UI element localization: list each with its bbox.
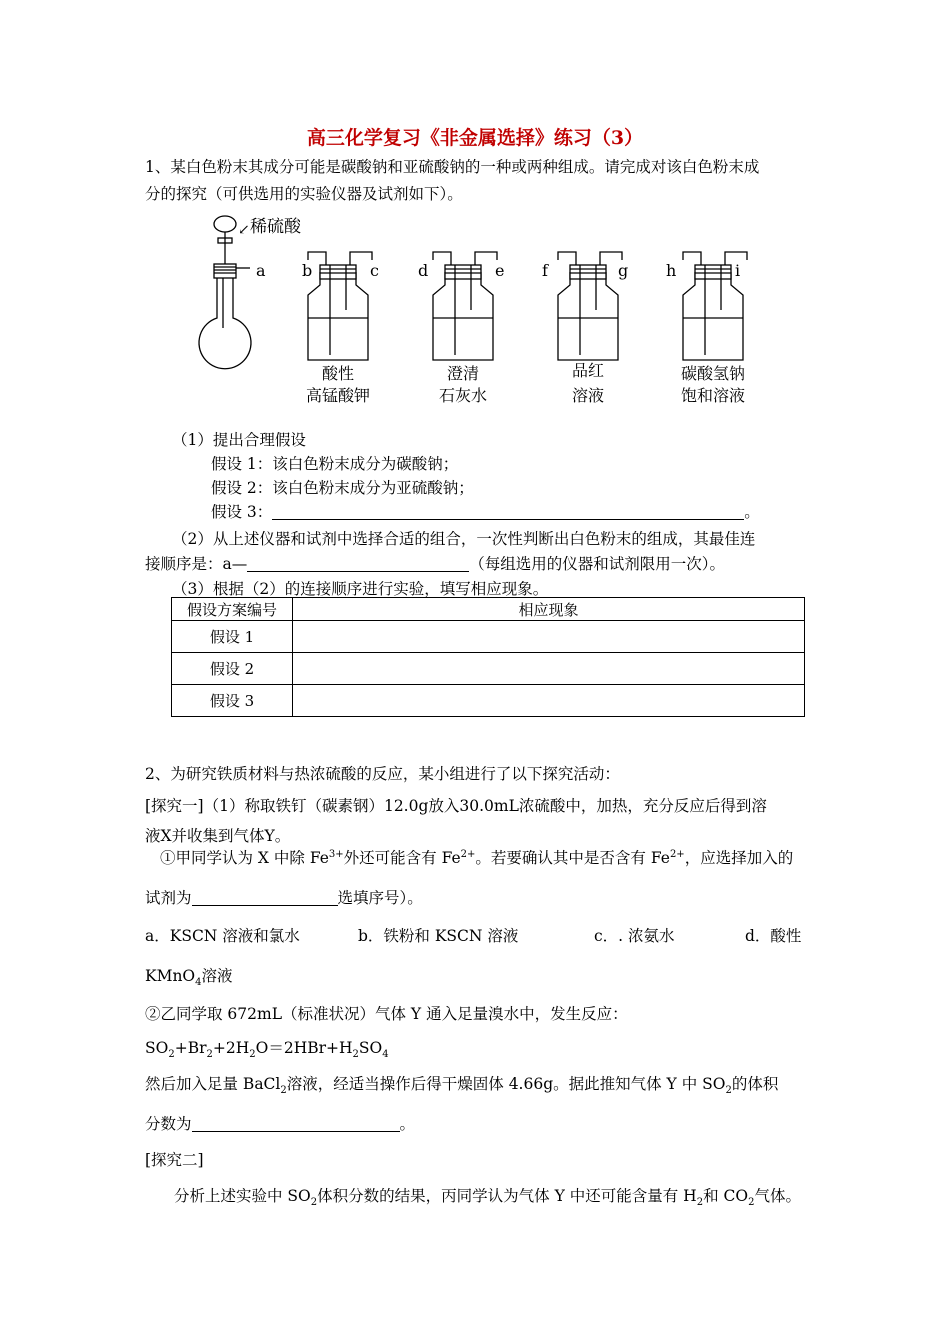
option-a: a．KSCN 溶液和氯水 <box>145 927 300 945</box>
subscript-2: 2 <box>310 1197 318 1209</box>
q2-explore2: [探究二] <box>145 1151 204 1169</box>
letter-i: i <box>735 261 741 280</box>
header-col2: 相应现象 <box>293 598 805 621</box>
acid-label: 稀硫酸 <box>250 217 301 237</box>
q2-bacl-line <box>145 1072 778 1096</box>
circle1-text-a: ①甲同学认为 X 中除 Fe <box>160 849 329 867</box>
letter-b: b <box>302 261 313 280</box>
bottle2-label-line1: 澄清 <box>446 364 480 383</box>
hypothesis3-prefix: 假设 3： <box>211 503 273 521</box>
q2-reagent-line <box>145 886 423 908</box>
q2-intro: 2、为研究铁质材料与热浓硫酸的反应，某小组进行了以下探究活动： <box>145 765 620 783</box>
subscript-2: 2 <box>352 1049 359 1061</box>
q1-intro-line2: 分的探究（可供选用的实验仪器及试剂如下）。 <box>145 185 463 203</box>
row-label: 假设 2 <box>172 653 293 685</box>
letter-e: e <box>495 261 505 280</box>
option-c: c．. 浓氨水 <box>594 927 675 945</box>
analysis-text-a: 分析上述实验中 SO <box>174 1187 311 1205</box>
superscript-3plus: 3+ <box>328 848 344 860</box>
superscript-2plus: 2+ <box>460 848 476 860</box>
option-d: d．酸性 <box>745 927 802 945</box>
eq-br: +Br <box>174 1039 207 1057</box>
q1-hypothesis1: 假设 1：该白色粉末成分为碳酸钠； <box>211 455 459 473</box>
circle1-text-b: 外还可能含有 Fe <box>343 849 461 867</box>
subscript-4: 4 <box>195 977 202 989</box>
q2-circle2: ②乙同学取 672mL（标准状况）气体 Y 通入足量溴水中，发生反应： <box>145 1005 628 1023</box>
row-label: 假设 1 <box>172 621 293 653</box>
table-row <box>172 685 805 717</box>
bacl-text-a: 然后加入足量 BaCl <box>145 1075 281 1093</box>
bottle3-label-line2: 溶液 <box>571 386 605 405</box>
fraction-suffix: 。 <box>399 1115 416 1133</box>
page-title: 高三化学复习《非金属选择》练习（3） <box>306 127 644 149</box>
bottle4-label-line2: 饱和溶液 <box>680 386 746 405</box>
q2-explore1-line1: [探究一]（1）称取铁钉（碳素钢）12.0g放入30.0mL浓硫酸中，加热，充分反应后得到溶 <box>145 797 767 815</box>
analysis-text-c: 和 CO <box>703 1187 749 1205</box>
analysis-text-d: 气体。 <box>754 1187 801 1205</box>
reagent-suffix: 选填序号）。 <box>337 889 423 907</box>
table-row <box>172 621 805 653</box>
hypothesis-table <box>171 597 805 717</box>
arrow-icon: ↙ <box>238 222 250 238</box>
option-d-continued <box>145 964 233 988</box>
eq-2h: +2H <box>212 1039 250 1057</box>
reaction-equation <box>145 1036 389 1060</box>
flask-with-funnel <box>199 216 251 369</box>
q2-analysis <box>174 1184 801 1208</box>
q1-hypothesis3 <box>211 500 760 522</box>
phenomenon-cell[interactable] <box>293 653 805 685</box>
q1-part1-title: （1）提出合理假设 <box>172 431 306 449</box>
bottle1-label-line1: 酸性 <box>321 364 355 383</box>
subscript-2: 2 <box>725 1085 732 1097</box>
q2-circle1 <box>160 846 793 868</box>
apparatus-diagram <box>190 210 790 410</box>
letter-g: g <box>618 261 629 280</box>
phenomenon-cell[interactable] <box>293 685 805 717</box>
eq-o: O＝2HBr+H <box>255 1039 353 1057</box>
connection-order-blank[interactable] <box>247 555 469 572</box>
subscript-2: 2 <box>168 1049 175 1061</box>
phenomenon-cell[interactable] <box>293 621 805 653</box>
fraction-blank[interactable] <box>192 1115 400 1132</box>
q1-part3-title: （3）根据（2）的连接顺序进行实验，填写相应现象。 <box>172 580 549 598</box>
bottle2-label-line2: 石灰水 <box>438 386 488 405</box>
subscript-4: 4 <box>382 1049 389 1061</box>
option-d2-text-a: KMnO <box>145 967 196 985</box>
analysis-text-b: 体积分数的结果，丙同学认为气体 Y 中还可能含量有 H <box>317 1187 697 1205</box>
hypothesis3-suffix: 。 <box>744 503 760 521</box>
subscript-2: 2 <box>280 1085 287 1097</box>
bacl-text-c: 的体积 <box>731 1075 779 1093</box>
bottle1-label-line2: 高锰酸钾 <box>305 386 371 405</box>
bacl-text-b: 溶液，经适当操作后得干燥固体 4.66g。据此推知气体 Y 中 SO <box>286 1075 726 1093</box>
subscript-2: 2 <box>206 1049 213 1061</box>
table-header-row <box>172 598 805 621</box>
letter-a: a <box>256 261 266 280</box>
letter-d: d <box>418 261 429 280</box>
circle1-text-d: ，应选择加入的 <box>684 849 794 867</box>
letter-h: h <box>666 261 677 280</box>
reagent-prefix: 试剂为 <box>145 889 192 907</box>
circle1-text-c: 。若要确认其中是否含有 Fe <box>475 849 670 867</box>
subscript-2: 2 <box>696 1197 704 1209</box>
letter-c: c <box>370 261 379 280</box>
q2-explore1-line2: 液X并收集到气体Y。 <box>145 827 291 845</box>
bottle3-label-line1: 品红 <box>571 361 605 380</box>
letter-f: f <box>542 261 548 280</box>
q1-hypothesis2: 假设 2：该白色粉末成分为亚硫酸钠； <box>211 479 474 497</box>
eq-so: SO <box>145 1039 169 1057</box>
part2-prefix: 接顺序是：a— <box>145 555 248 573</box>
table-row <box>172 653 805 685</box>
q1-intro-line1: 1、某白色粉末其成分可能是碳酸钠和亚硫酸钠的一种或两种组成。请完成对该白色粉末成 <box>145 158 760 176</box>
row-label: 假设 3 <box>172 685 293 717</box>
header-col1: 假设方案编号 <box>172 598 293 621</box>
option-d2-text-b: 溶液 <box>201 967 233 985</box>
fraction-prefix: 分数为 <box>145 1115 192 1133</box>
reagent-blank[interactable] <box>192 889 338 906</box>
q2-fraction-line <box>145 1112 415 1134</box>
eq-so4: SO <box>358 1039 383 1057</box>
bottle4-label-line1: 碳酸氢钠 <box>680 364 746 383</box>
superscript-2plus: 2+ <box>669 848 685 860</box>
subscript-2: 2 <box>249 1049 256 1061</box>
subscript-2: 2 <box>748 1197 755 1209</box>
q1-part2-line1: （2）从上述仪器和试剂中选择合适的组合，一次性判断出白色粉末的组成，其最佳连 <box>172 530 756 548</box>
q1-part2-line2 <box>145 552 725 574</box>
option-b: b．铁粉和 KSCN 溶液 <box>358 927 519 945</box>
hypothesis3-blank[interactable] <box>272 503 744 520</box>
part2-suffix: （每组选用的仪器和试剂限用一次）。 <box>469 555 726 573</box>
